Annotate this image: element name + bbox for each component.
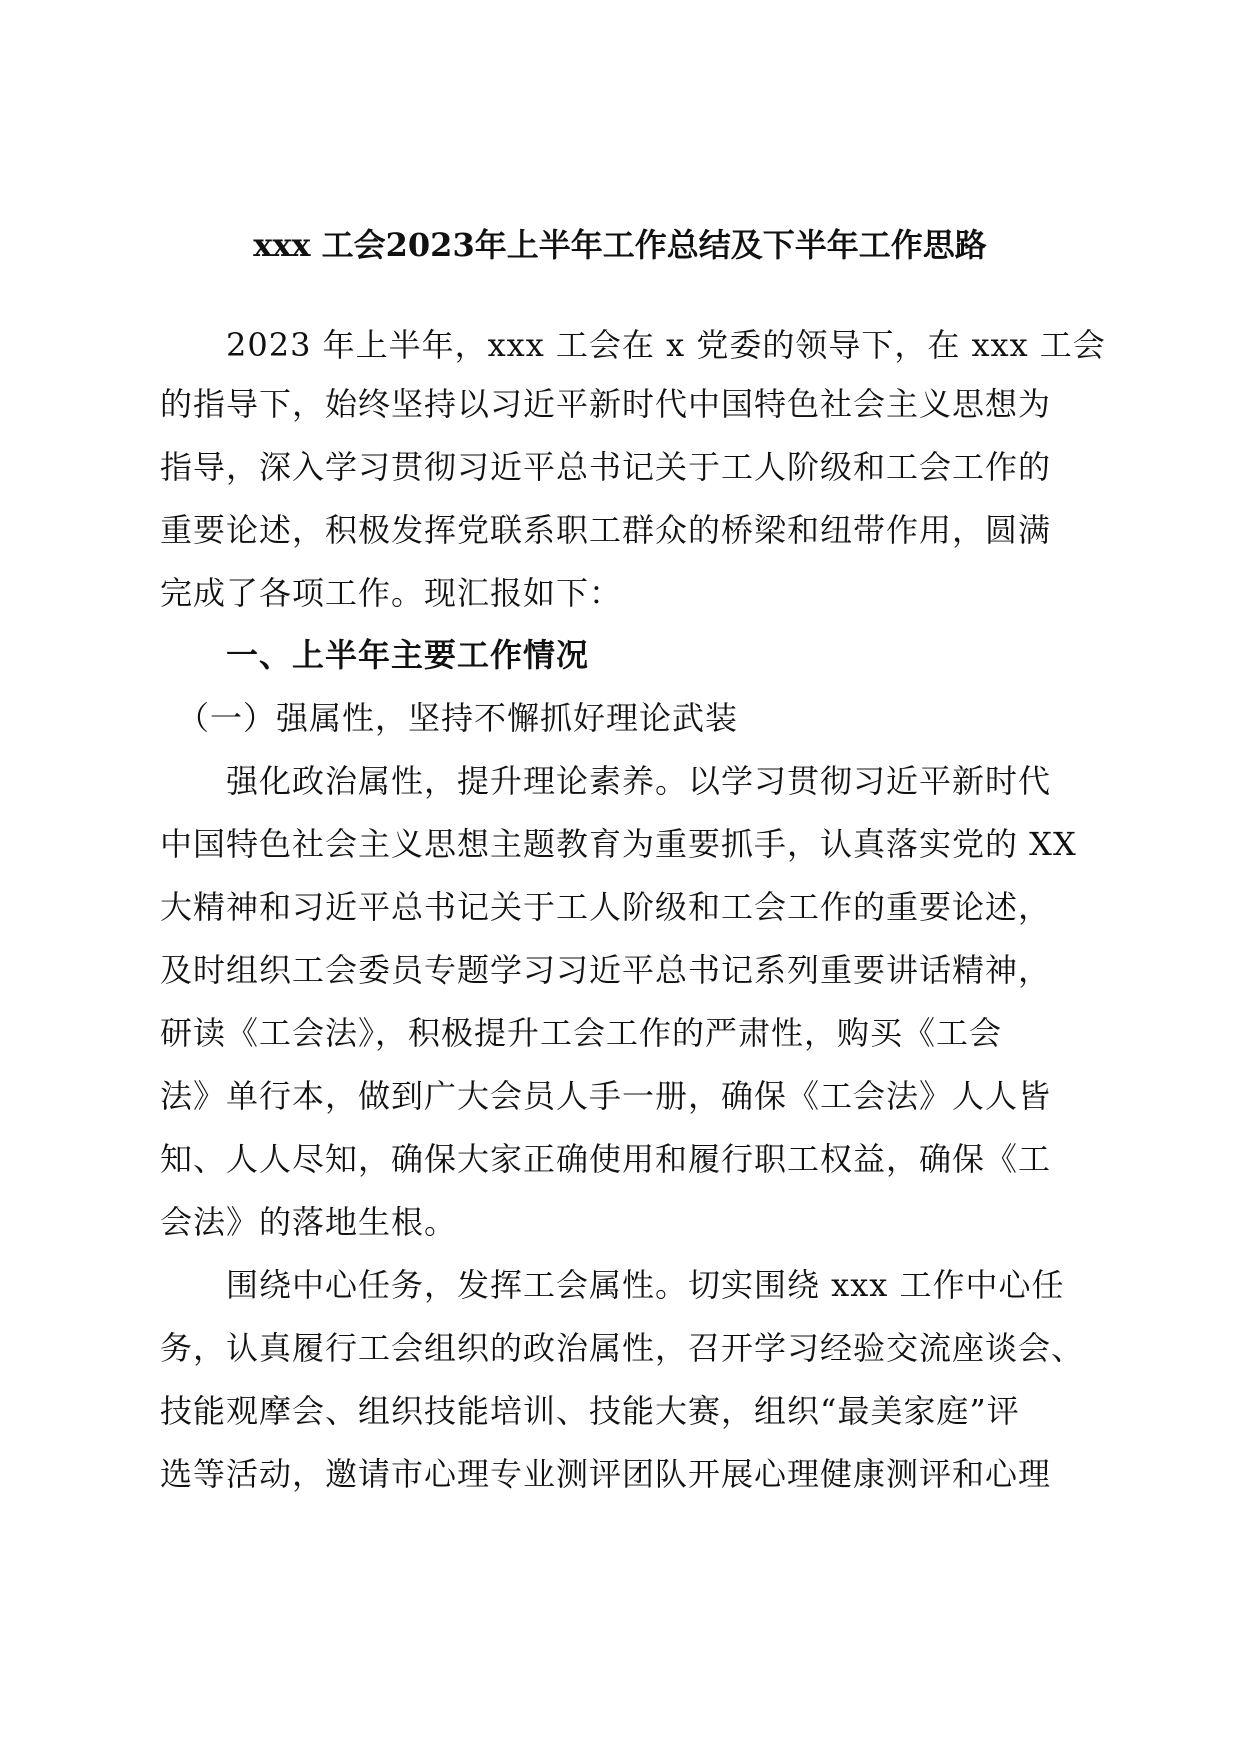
paragraph-line-14: 围绕中心任务，发挥工会属性。切实围绕 xxx 工作中心任 bbox=[160, 1266, 1065, 1304]
paragraph-line-10: 研读《工会法》，积极提升工会工作的严肃性，购买《工会 bbox=[160, 1014, 1003, 1052]
paragraph-line-11: 法》单行本，做到广大会员人手一册，确保《工会法》人人皆 bbox=[160, 1077, 1052, 1115]
subsection-heading-1: （一）强属性，坚持不懈抓好理论武装 bbox=[160, 699, 739, 737]
document-title: xxx 工会2023年上半年工作总结及下半年工作思路 bbox=[253, 226, 987, 264]
paragraph-line-4: 重要论述，积极发挥党联系职工群众的桥梁和纽带作用，圆满 bbox=[160, 511, 1052, 549]
paragraph-line-12: 知、人人尽知，确保大家正确使用和履行职工权益，确保《工 bbox=[160, 1140, 1052, 1178]
paragraph-line-8: 大精神和习近平总书记关于工人阶级和工会工作的重要论述， bbox=[160, 888, 1052, 926]
paragraph-line-15: 务，认真履行工会组织的政治属性，召开学习经验交流座谈会、 bbox=[160, 1329, 1085, 1367]
paragraph-line-9: 及时组织工会委员专题学习习近平总书记系列重要讲话精神， bbox=[160, 951, 1052, 989]
paragraph-line-17: 选等活动，邀请市心理专业测评团队开展心理健康测评和心理 bbox=[160, 1455, 1052, 1493]
paragraph-line-16: 技能观摩会、组织技能培训、技能大赛，组织“最美家庭”评 bbox=[160, 1392, 1020, 1430]
paragraph-line-6: 强化政治属性，提升理论素养。以学习贯彻习近平新时代 bbox=[160, 762, 1052, 800]
paragraph-line-3: 指导，深入学习贯彻习近平总书记关于工人阶级和工会工作的 bbox=[160, 448, 1052, 486]
paragraph-line-13: 会法》的落地生根。 bbox=[160, 1203, 458, 1241]
paragraph-line-7: 中国特色社会主义思想主题教育为重要抓手，认真落实党的 XX bbox=[160, 825, 1077, 863]
paragraph-line-1: 2023 年上半年，xxx 工会在 x 党委的领导下，在 xxx 工会 bbox=[160, 326, 1106, 364]
paragraph-line-2: 的指导下，始终坚持以习近平新时代中国特色社会主义思想为 bbox=[160, 385, 1052, 423]
paragraph-line-5: 完成了各项工作。现汇报如下： bbox=[160, 574, 623, 612]
section-heading-1: 一、上半年主要工作情况 bbox=[160, 636, 590, 674]
